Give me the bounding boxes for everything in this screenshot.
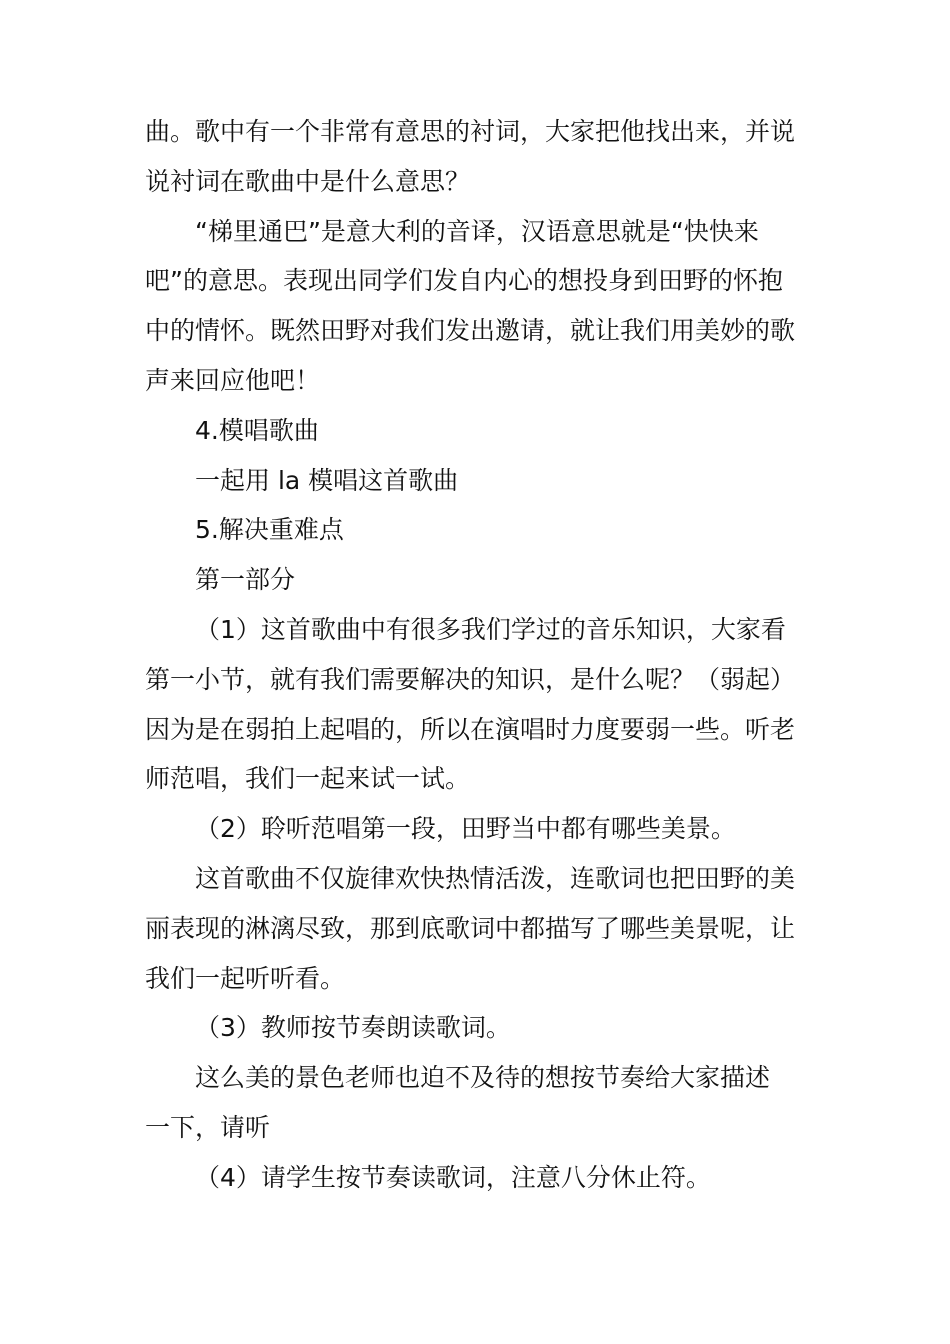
text-line: 因为是在弱拍上起唱的，所以在演唱时力度要弱一些。听老 xyxy=(145,714,796,744)
paragraph xyxy=(145,804,810,854)
text-line: 说衬词在歌曲中是什么意思？ xyxy=(145,166,471,196)
paragraph xyxy=(145,1153,810,1203)
text-line: 一起用 la 模唱这首歌曲 xyxy=(195,465,459,495)
paragraph xyxy=(145,555,810,605)
text-line: 声来回应他吧！ xyxy=(145,365,321,395)
text-line: 丽表现的淋漓尽致，那到底歌词中都描写了哪些美景呢，让 xyxy=(145,913,796,943)
text-line: （4）请学生按节奏读歌词，注意八分休止符。 xyxy=(195,1162,711,1192)
paragraph xyxy=(145,1053,810,1153)
text-line: 这首歌曲不仅旋律欢快热情活泼，连歌词也把田野的美 xyxy=(195,863,796,893)
text-line: 师范唱，我们一起来试一试。 xyxy=(145,764,471,794)
paragraph xyxy=(145,854,810,1003)
text-line: 第一小节，就有我们需要解决的知识，是什么呢？（弱起） xyxy=(145,664,796,694)
text-line: 这么美的景色老师也迫不及待的想按节奏给大家描述 xyxy=(195,1063,771,1093)
paragraph xyxy=(145,406,810,456)
paragraph xyxy=(145,505,810,555)
text-line: 第一部分 xyxy=(195,565,296,595)
text-line: 吧”的意思。表现出同学们发自内心的想投身到田野的怀抱 xyxy=(145,266,783,296)
text-line: 一下，请听 xyxy=(145,1112,271,1142)
paragraph xyxy=(145,107,810,207)
paragraph xyxy=(145,207,810,406)
text-line: 中的情怀。既然田野对我们发出邀请，就让我们用美妙的歌 xyxy=(145,316,796,346)
text-line: 我们一起听听看。 xyxy=(145,963,346,993)
document-body xyxy=(145,107,810,1203)
text-line: （2）聆听范唱第一段，田野当中都有哪些美景。 xyxy=(195,814,736,844)
text-line: 曲。歌中有一个非常有意思的衬词，大家把他找出来，并说 xyxy=(145,117,796,146)
text-line: （3）教师按节奏朗读歌词。 xyxy=(195,1013,511,1043)
paragraph xyxy=(145,605,810,804)
paragraph xyxy=(145,456,810,506)
text-line: （1）这首歌曲中有很多我们学过的音乐知识，大家看 xyxy=(195,614,786,644)
text-line: “梯里通巴”是意大利的音译，汉语意思就是“快快来 xyxy=(195,216,759,246)
paragraph xyxy=(145,1003,810,1053)
text-line: 4.模唱歌曲 xyxy=(195,415,319,445)
text-line: 5.解决重难点 xyxy=(195,515,344,545)
